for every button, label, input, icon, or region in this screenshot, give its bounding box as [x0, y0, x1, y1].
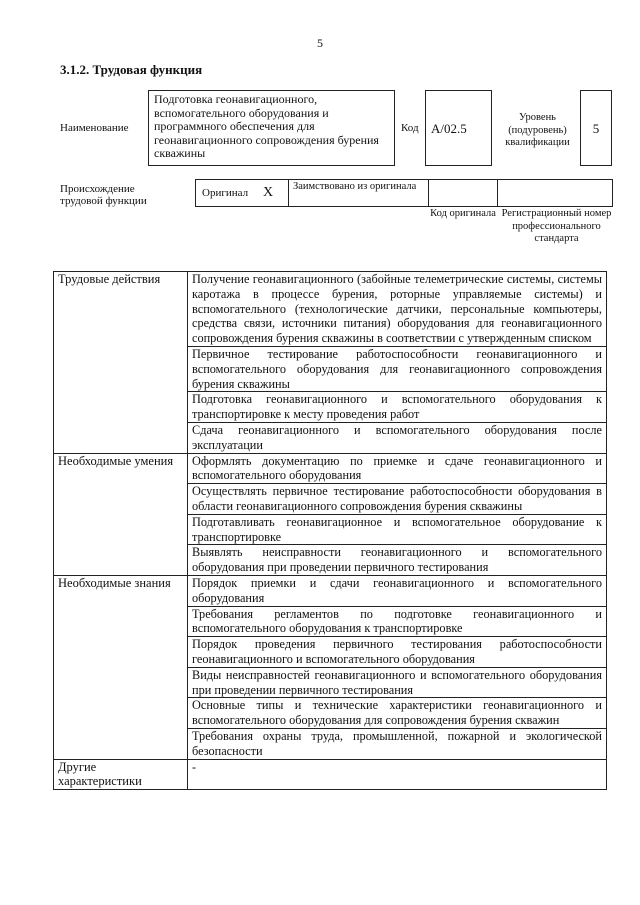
- table-row: [54, 759, 607, 790]
- table-row: [54, 575, 607, 606]
- function-code-box: A/02.5: [425, 90, 492, 166]
- section-item: Первичное тестирование работоспособности геонавигационного и вспомогательного оборудования для геонавигационного сопровождения бурения скважины: [188, 346, 607, 391]
- section-item: Основные типы и технические характеристики геонавигационного и вспомогательного оборудования для сопровождения бурения скважин: [188, 698, 607, 729]
- section-title: Трудовые действия: [54, 272, 188, 454]
- section-item: Выявлять неисправности геонавигационного и вспомогательного оборудования при проведении первичного тестирования: [188, 545, 607, 576]
- section-item: Виды неисправностей геонавигационного и вспомогательного оборудования при проведении первичного тестирования: [188, 667, 607, 698]
- origin-row: [195, 179, 613, 207]
- table-row: [54, 453, 607, 484]
- section-item: Требования регламентов по подготовке геонавигационного и вспомогательного оборудования к транспортировке: [188, 606, 607, 637]
- name-label: Наименование: [60, 122, 129, 134]
- section-item: Получение геонавигационного (забойные телеметрические системы, системы каротажа в процессе бурения, роторные управляемые системы) и вспомогательного (технологические датчики, персональные компьютеры, средства связи, источники питания) оборудования для геонавигационного сопровождения бурения скважины в соответствии с утвержденным списком: [188, 272, 607, 347]
- section-title: Необходимые умения: [54, 453, 188, 575]
- original-cell: [195, 179, 289, 207]
- section-title: Необходимые знания: [54, 575, 188, 759]
- reg-number-cell: [497, 179, 613, 207]
- borrowed-cell: [288, 179, 429, 207]
- function-details-table: [53, 271, 607, 790]
- section-item: Порядок проведения первичного тестирования работоспособности геонавигационного и вспомогательного оборудования: [188, 637, 607, 668]
- origin-label: Происхождение трудовой функции: [60, 183, 147, 207]
- section-item: Сдача геонавигационного и вспомогательного оборудования после эксплуатации: [188, 422, 607, 453]
- original-label: Оригинал: [202, 187, 249, 199]
- original-mark: X: [263, 185, 274, 200]
- code-label: Код: [401, 122, 419, 134]
- section-item: Оформлять документацию по приемке и сдаче геонавигационного и вспомогательного оборудования: [188, 453, 607, 484]
- section-item: Осуществлять первичное тестирование работоспособности оборудования в области геонавигационного сопровождения бурения скважины: [188, 484, 607, 515]
- reg-number-label: Регистрационный номер профессионального стандарта: [501, 208, 612, 244]
- section-heading: 3.1.2. Трудовая функция: [60, 62, 203, 77]
- section-item: Порядок приемки и сдачи геонавигационного и вспомогательного оборудования: [188, 575, 607, 606]
- section-item: Подготавливать геонавигационное и вспомогательное оборудование к транспортировке: [188, 514, 607, 545]
- page-number: 5: [317, 36, 323, 50]
- borrowed-label: Заимствовано из оригинала: [293, 181, 417, 192]
- table-row: [54, 272, 607, 347]
- code-original-label: Код оригинала: [430, 208, 496, 219]
- section-item: -: [188, 759, 607, 790]
- section-title: Другие характеристики: [54, 759, 188, 790]
- qualification-level-box: 5: [580, 90, 612, 166]
- qualification-level-label: Уровень (подуровень) квалификации: [505, 112, 570, 148]
- section-item: Требования охраны труда, промышленной, пожарной и экологической безопасности: [188, 728, 607, 759]
- section-item: Подготовка геонавигационного и вспомогательного оборудования к транспортировке к месту проведения работ: [188, 392, 607, 423]
- function-name-box: Подготовка геонавигационного, вспомогательного оборудования и программного обеспечения для геонавигационного сопровождения бурения скважины: [148, 90, 395, 166]
- code-original-cell: [428, 179, 498, 207]
